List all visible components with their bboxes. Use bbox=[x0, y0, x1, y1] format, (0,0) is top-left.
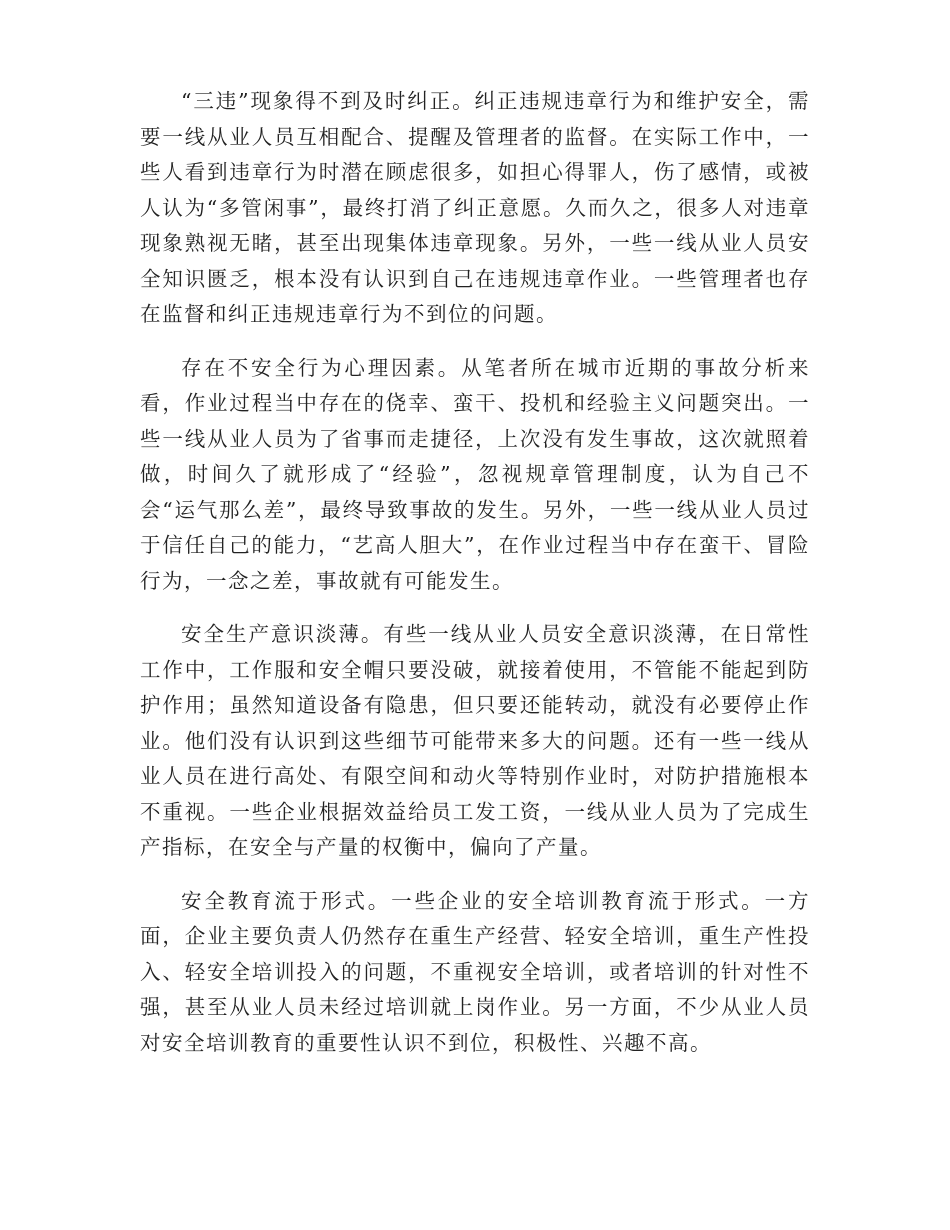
document-page bbox=[140, 84, 810, 1079]
paragraph-formalistic-safety-education: 安全教育流于形式。一些企业的安全培训教育流于形式。一方面，企业主要负责人仍然存在重生产经营、轻安全培训，重生产性投入、轻安全培训投入的问题，不重视安全培训，或者培训的针对性不强，甚至从业人员未经过培训就上岗作业。另一方面，不少从业人员对安全培训教育的重要性认识不到位，积极性、兴趣不高。 bbox=[140, 888, 810, 1055]
paragraph-unsafe-behavior-psychology: 存在不安全行为心理因素。从笔者所在城市近期的事故分析来看，作业过程当中存在的侥幸、蛮干、投机和经验主义问题突出。一些一线从业人员为了省事而走捷径，上次没有发生事故，这次就照着做，时间久了就形成了“经验”，忽视规章管理制度，认为自己不会“运气那么差”，最终导致事故的发生。另外，一些一线从业人员过于信任自己的能力，“艺高人胆大”，在作业过程当中存在蛮干、冒险行为，一念之差，事故就有可能发生。 bbox=[140, 355, 810, 593]
paragraph-weak-safety-awareness: 安全生产意识淡薄。有些一线从业人员安全意识淡薄，在日常性工作中，工作服和安全帽只要没破，就接着使用，不管能不能起到防护作用；虽然知道设备有隐患，但只要还能转动，就没有必要停止作业。他们没有认识到这些细节可能带来多大的问题。还有一些一线从业人员在进行高处、有限空间和动火等特别作业时，对防护措施根本不重视。一些企业根据效益给员工发工资，一线从业人员为了完成生产指标，在安全与产量的权衡中，偏向了产量。 bbox=[140, 622, 810, 859]
paragraph-three-violations: “三违”现象得不到及时纠正。纠正违规违章行为和维护安全，需要一线从业人员互相配合、提醒及管理者的监督。在实际工作中，一些人看到违章行为时潜在顾虑很多，如担心得罪人，伤了感情，或被人认为“多管闲事”，最终打消了纠正意愿。久而久之，很多人对违章现象熟视无睹，甚至出现集体违章现象。另外，一些一线从业人员安全知识匮乏，根本没有认识到自己在违规违章作业。一些管理者也存在监督和纠正违规违章行为不到位的问题。 bbox=[140, 89, 810, 326]
